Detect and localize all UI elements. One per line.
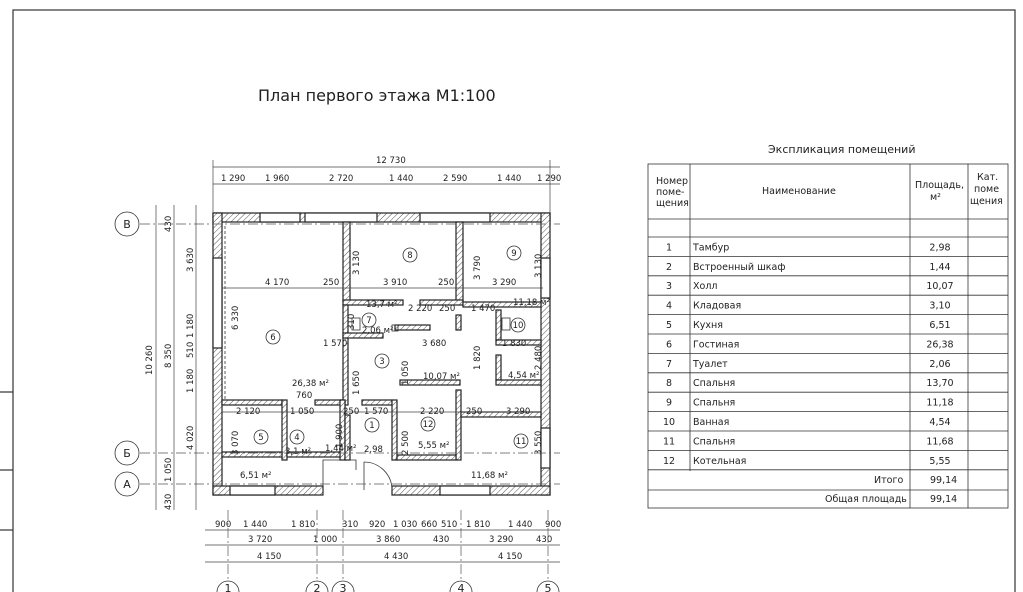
- top-dim: 1 440: [389, 174, 414, 184]
- room-marker: 7: [366, 316, 372, 326]
- left-total-dim: 10 260: [145, 345, 155, 375]
- axis-bubble-row: А: [123, 478, 131, 491]
- room-marker: 11: [515, 437, 527, 447]
- room-marker: 10: [512, 321, 524, 331]
- bottom-dim: 3 290: [489, 535, 514, 545]
- room-area: 10,07 м²: [423, 372, 460, 382]
- axis-bubble-col: 5: [544, 582, 552, 592]
- row-name: Кладовая: [693, 300, 742, 312]
- inner-dim: 1 900: [335, 423, 345, 448]
- bottom-dim: 3 860: [376, 535, 401, 545]
- axis-bubble-row: В: [123, 218, 131, 231]
- row-number: 11: [662, 436, 676, 448]
- left-dim: 430: [164, 215, 174, 232]
- axis-bubble-col: 2: [313, 582, 321, 592]
- svg-text:щения: щения: [970, 196, 1003, 207]
- row-name: Гостиная: [693, 339, 740, 351]
- top-dim: 1 290: [537, 174, 562, 184]
- top-dim: 1 290: [221, 174, 246, 184]
- bottom-dim: 660: [421, 520, 438, 530]
- left-dim: 1 050: [164, 457, 174, 482]
- row-number: 4: [665, 300, 673, 312]
- row-number: 7: [665, 358, 673, 370]
- bottom-dim: 900: [545, 520, 562, 530]
- header-area: Площадь,: [915, 180, 964, 191]
- inner-dim: 250: [439, 304, 456, 314]
- inner-dim: 3 130: [534, 253, 544, 278]
- row-name: Спальня: [693, 397, 736, 409]
- inner-dimensions: [222, 251, 544, 455]
- top-total-dim: 12 730: [376, 156, 406, 166]
- inner-dim: 3 290: [506, 407, 531, 417]
- overall-value: 99,14: [930, 494, 958, 505]
- room-markers: [254, 246, 531, 448]
- left-dim: 1 180: [186, 313, 196, 338]
- inner-dim: 2 220: [408, 304, 433, 314]
- room-area: 11,68 м²: [471, 471, 508, 481]
- inner-dim: 1 570: [364, 407, 389, 417]
- left-dim: 1 180: [186, 368, 196, 393]
- explication-table: [648, 164, 1008, 508]
- room-marker: 8: [407, 251, 413, 261]
- total-value: 99,14: [930, 475, 958, 486]
- bottom-dim: 430: [536, 535, 553, 545]
- row-area: 2,98: [929, 242, 951, 254]
- room-area: 26,38 м²: [292, 379, 329, 389]
- bottom-dim: 4 150: [257, 552, 282, 562]
- inner-dim: 760: [296, 391, 313, 401]
- inner-dim: 3 790: [473, 255, 483, 280]
- inner-dim: 3 910: [383, 278, 408, 288]
- row-area: 26,38: [926, 339, 954, 351]
- bottom-dim: 430: [433, 535, 450, 545]
- inner-dim: 3 550: [534, 430, 544, 455]
- inner-dim: 250: [343, 407, 360, 417]
- inner-dim: 3 070: [231, 430, 241, 455]
- row-area: 3,10: [929, 300, 951, 312]
- room-area: 2,98: [364, 445, 383, 455]
- svg-text:поме-: поме-: [656, 187, 685, 198]
- inner-dim: 1 050: [290, 407, 315, 417]
- inner-dim: 3 290: [492, 278, 517, 288]
- total-label: Итого: [874, 475, 904, 486]
- top-dim: 1 960: [265, 174, 290, 184]
- room-marker: 5: [258, 433, 264, 443]
- inner-dim: 250: [438, 278, 455, 288]
- room-area: 2,06 м²: [362, 326, 394, 336]
- row-area: 1,44: [929, 261, 951, 273]
- inner-dim: 2 220: [420, 407, 445, 417]
- inner-dim: 310: [347, 313, 357, 330]
- row-area: 2,06: [929, 358, 951, 370]
- room-marker: 3: [379, 357, 385, 367]
- inner-dim: 1 830: [502, 339, 527, 349]
- room-marker: 4: [294, 433, 300, 443]
- room-area: 4,54 м²: [508, 371, 540, 381]
- row-number: 2: [665, 261, 673, 273]
- inner-dim: 250: [466, 407, 483, 417]
- top-dim: 2 720: [329, 174, 354, 184]
- bottom-dim: 510: [441, 520, 458, 530]
- explication-title: Экспликация помещений: [768, 143, 916, 156]
- room-marker: 1: [369, 421, 375, 431]
- header-number: Номер: [656, 176, 688, 187]
- axis-bubble-col: 1: [224, 582, 232, 592]
- bottom-dim: 1 440: [508, 520, 533, 530]
- row-number: 12: [662, 455, 676, 467]
- row-area: 10,07: [926, 281, 954, 293]
- inner-dim: 6 330: [231, 305, 241, 330]
- left-dim: 510: [186, 341, 196, 358]
- plan-title: План первого этажа М1:100: [258, 86, 496, 105]
- row-number: 9: [665, 397, 673, 409]
- bottom-dim: 4 430: [384, 552, 409, 562]
- room-area: 11,18 м²: [513, 298, 550, 308]
- inner-dim: 1 050: [401, 360, 411, 385]
- top-dim: 1 440: [497, 174, 522, 184]
- bottom-dim: 1 030: [393, 520, 418, 530]
- left-dim: 430: [164, 493, 174, 510]
- row-number: 5: [665, 320, 673, 331]
- bottom-dim: 1 810: [466, 520, 491, 530]
- row-number: 3: [665, 281, 673, 293]
- room-marker: 9: [511, 249, 517, 259]
- bottom-dim: 1 440: [243, 520, 268, 530]
- bottom-dim: 3 720: [248, 535, 273, 545]
- row-area: 6,51: [929, 320, 951, 331]
- room-area: 3,1 м²: [285, 447, 312, 457]
- inner-dim: 1 650: [352, 370, 362, 395]
- left-dim: 8 350: [164, 343, 174, 368]
- top-dimensions: [213, 156, 561, 213]
- left-dimensions: [145, 205, 196, 510]
- row-name: Кухня: [693, 320, 723, 331]
- inner-dim: 2 500: [401, 430, 411, 455]
- row-number: 6: [665, 339, 673, 351]
- header-category: Кат.: [977, 172, 999, 183]
- inner-dim: 1 470: [471, 304, 496, 314]
- room-marker: 12: [422, 420, 434, 430]
- row-name: Котельная: [693, 455, 747, 467]
- bottom-dim: 310: [342, 520, 359, 530]
- row-number: 8: [665, 378, 673, 390]
- svg-text:щения: щения: [656, 198, 689, 209]
- row-area: 11,18: [926, 397, 954, 409]
- room-area: 5,55 м²: [418, 441, 450, 451]
- row-area: 4,54: [929, 417, 951, 428]
- room-marker: 6: [270, 333, 276, 343]
- inner-dim: 250: [323, 278, 340, 288]
- inner-dim: 2 120: [236, 407, 261, 417]
- axis-bubble-col: 4: [457, 582, 465, 592]
- room-area: 1,44 м²: [325, 444, 357, 454]
- room-area: 6,51 м²: [240, 471, 272, 481]
- row-name: Встроенный шкаф: [693, 261, 786, 273]
- row-number: 1: [665, 242, 673, 254]
- axis-bubble-col: 3: [339, 582, 347, 592]
- left-dim: 3 630: [186, 247, 196, 272]
- overall-label: Общая площадь: [825, 494, 907, 505]
- inner-dim: 2 480: [534, 345, 544, 370]
- bottom-dim: 900: [215, 520, 232, 530]
- bottom-dim: 1 000: [313, 535, 338, 545]
- row-area: 5,55: [929, 455, 951, 467]
- row-name: Тамбур: [693, 242, 730, 254]
- row-number: 10: [662, 417, 676, 428]
- bottom-dim: 1 810: [291, 520, 316, 530]
- row-name: Спальня: [693, 436, 736, 448]
- inner-dim: 3 680: [422, 339, 447, 349]
- row-name: Туалет: [693, 358, 728, 370]
- axis-bubble-row: Б: [123, 447, 131, 460]
- room-area: 13,7 м²: [366, 300, 398, 310]
- top-dim: 2 590: [443, 174, 468, 184]
- bottom-dim: 4 150: [498, 552, 523, 562]
- inner-dim: 1 570: [323, 339, 348, 349]
- bottom-dimensions: [205, 520, 561, 562]
- left-dim: 4 020: [186, 425, 196, 450]
- row-name: Холл: [693, 281, 718, 293]
- row-name: Ванная: [693, 417, 730, 428]
- svg-text:поме: поме: [974, 184, 1000, 195]
- bottom-dim: 920: [369, 520, 386, 530]
- row-area: 13,70: [926, 378, 954, 390]
- row-area: 11,68: [926, 436, 954, 448]
- inner-dim: 3 130: [352, 250, 362, 275]
- row-name: Спальня: [693, 378, 736, 390]
- svg-text:м²: м²: [930, 192, 941, 203]
- header-name: Наименование: [762, 186, 836, 197]
- inner-dim: 4 170: [265, 278, 290, 288]
- inner-dim: 1 820: [473, 345, 483, 370]
